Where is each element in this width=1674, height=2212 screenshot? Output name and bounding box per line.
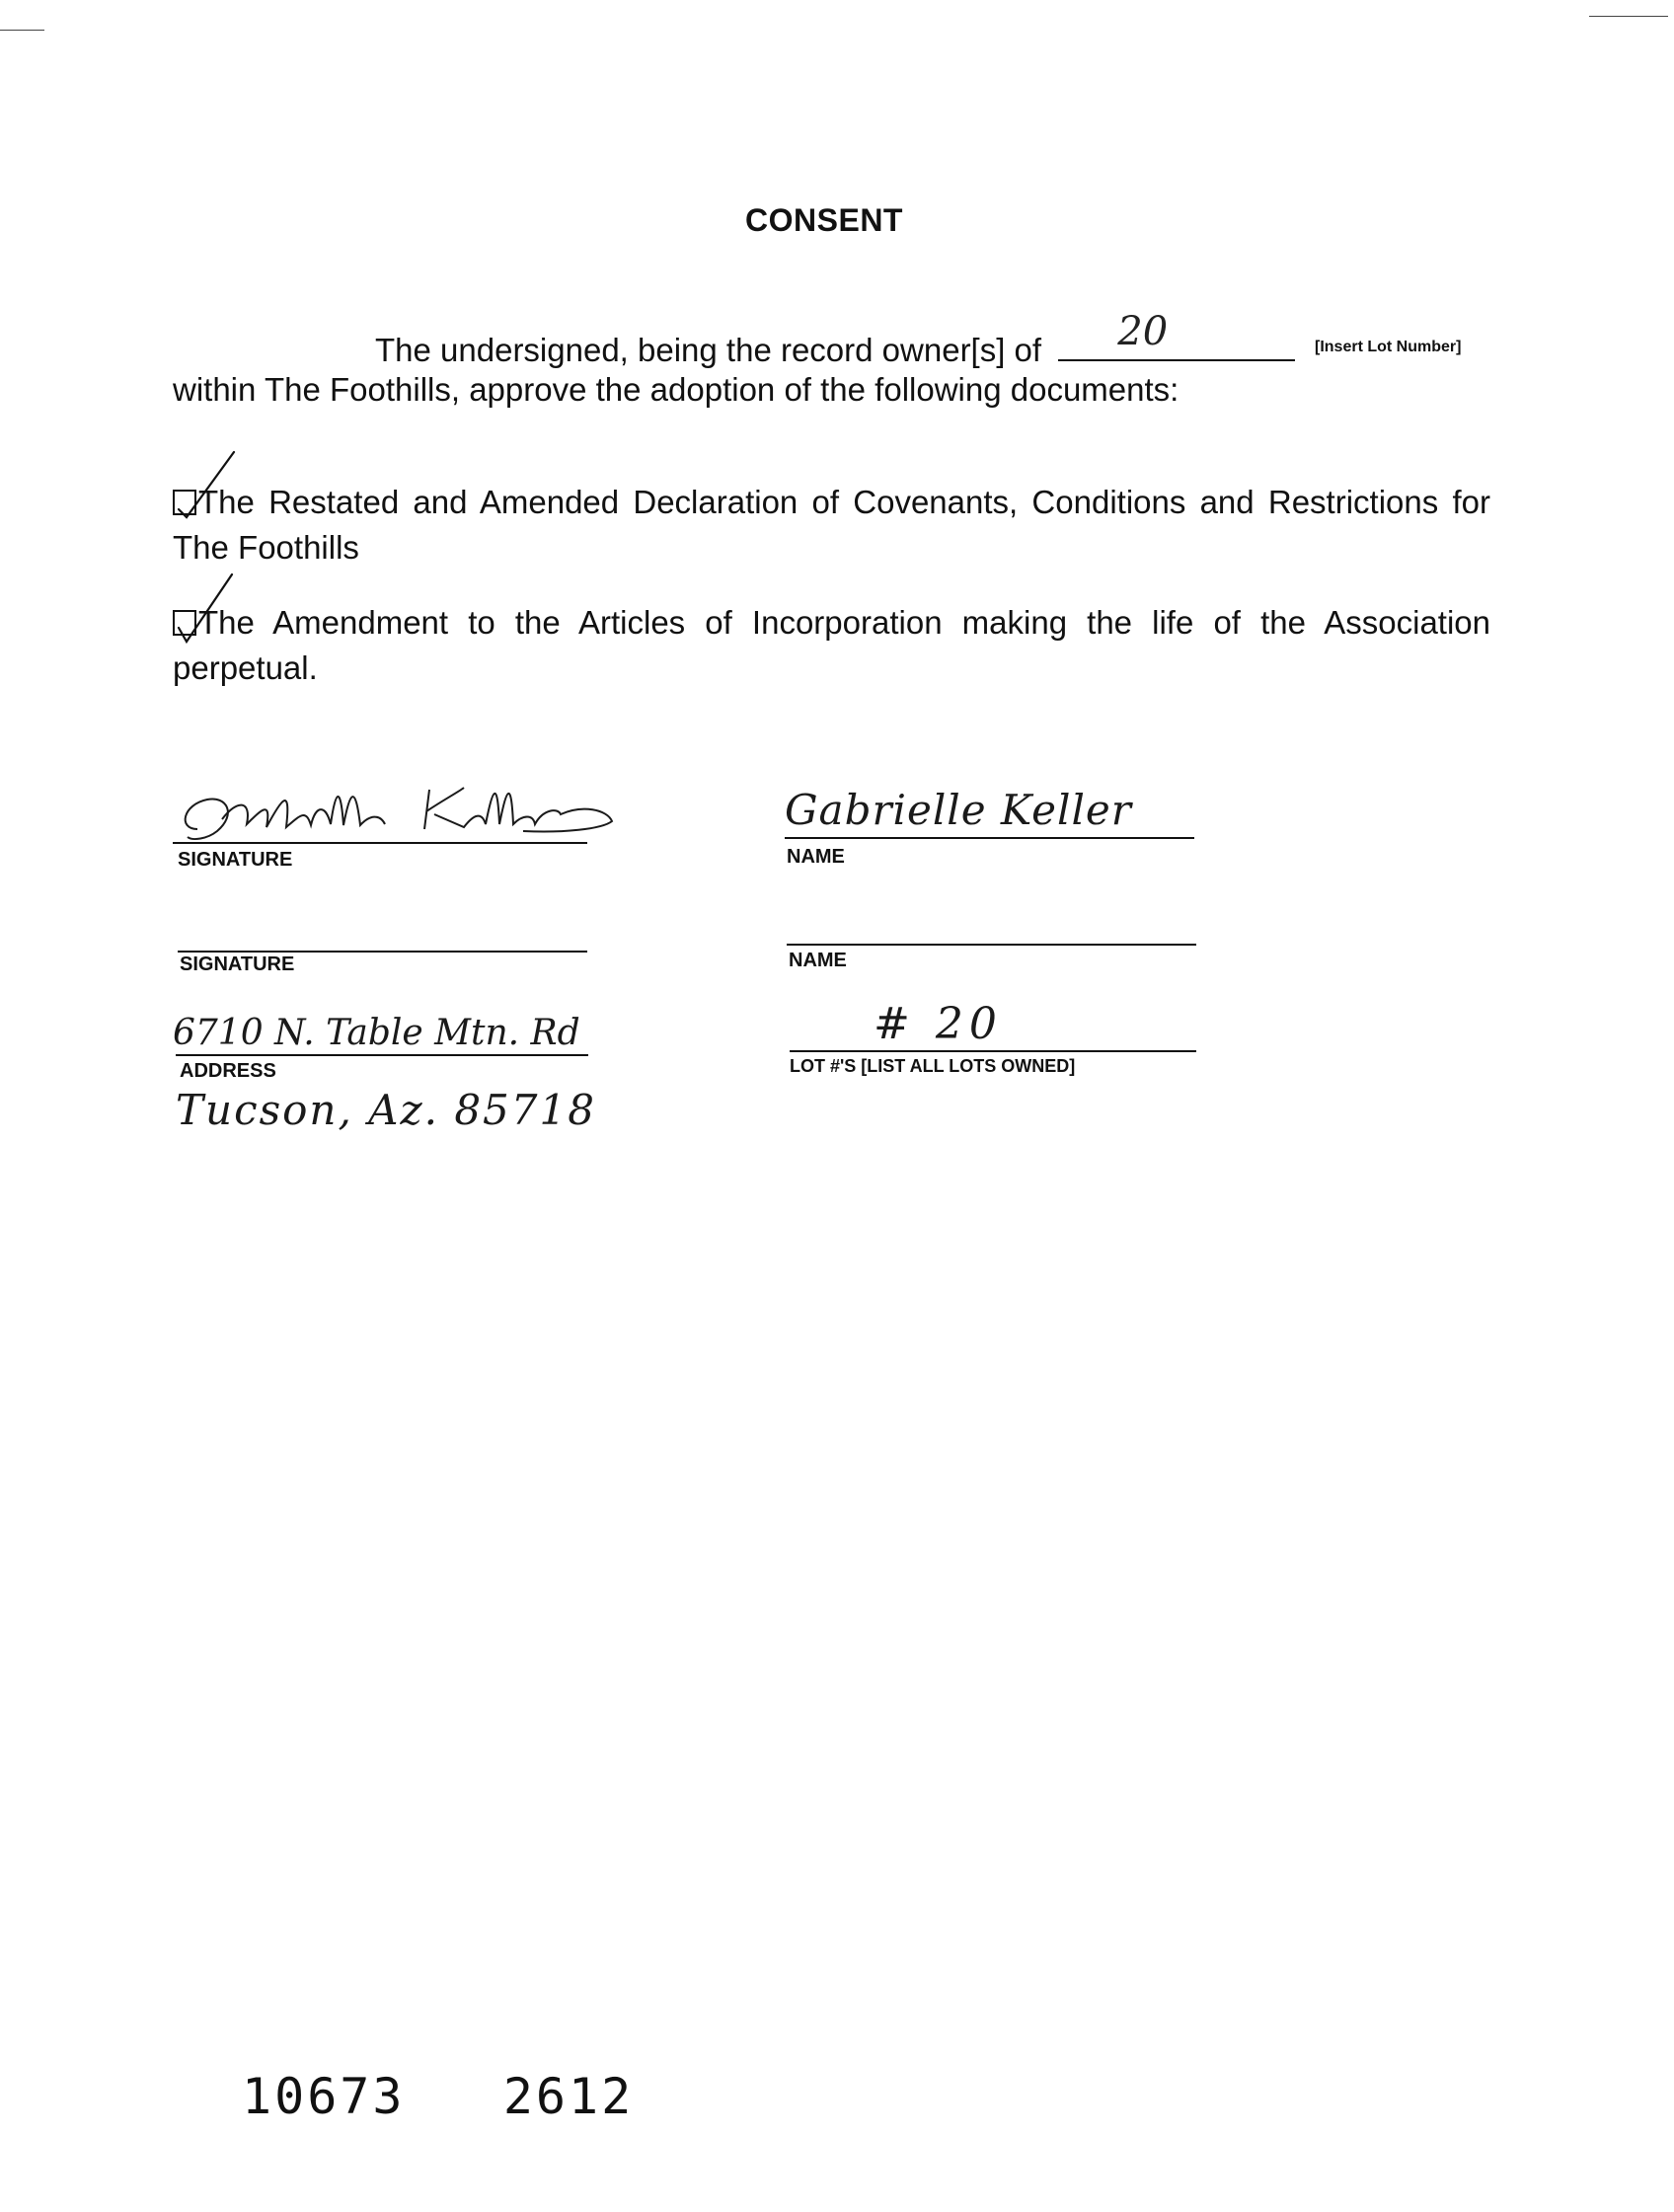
address-label: ADDRESS bbox=[180, 1060, 276, 1082]
scan-artifact-top-left bbox=[0, 30, 44, 31]
address-line-2-handwritten: Tucson, Az. 85718 bbox=[176, 1086, 596, 1134]
name-2-label: NAME bbox=[789, 950, 847, 971]
address-line-1-handwritten: 6710 N. Table Mtn. Rd bbox=[173, 1013, 580, 1053]
intro-line-2: within The Foothills, approve the adoption of the following documents: bbox=[173, 371, 1179, 408]
scan-artifact-top-right bbox=[1589, 16, 1668, 17]
handwritten-signature bbox=[168, 770, 632, 849]
checkbox-amendment[interactable] bbox=[173, 610, 196, 636]
intro-prefix: The undersigned, being the record owner[s] of bbox=[375, 332, 1042, 368]
lot-number-blank[interactable] bbox=[1058, 309, 1295, 361]
intro-line-1 bbox=[375, 309, 1295, 372]
signature-2-label: SIGNATURE bbox=[180, 953, 295, 975]
checkmark-icon bbox=[177, 571, 236, 640]
checkmark-icon bbox=[177, 450, 236, 519]
option-amendment bbox=[173, 600, 1490, 691]
lot-label: LOT #'S [LIST ALL LOTS OWNED] bbox=[790, 1056, 1076, 1076]
lot-handwritten: # 20 bbox=[874, 999, 1003, 1049]
recording-stamp-number: 10673 2612 bbox=[242, 2068, 635, 2125]
name-1-label: NAME bbox=[787, 846, 845, 868]
option-declaration bbox=[173, 480, 1490, 571]
address-line[interactable] bbox=[176, 1054, 588, 1056]
checkbox-declaration[interactable] bbox=[173, 490, 196, 515]
signature-2-line[interactable] bbox=[178, 951, 587, 953]
lot-line[interactable] bbox=[790, 1050, 1196, 1052]
signature-1-line[interactable] bbox=[173, 842, 587, 844]
lot-number-handwritten: 20 bbox=[1117, 309, 1169, 354]
name-1-line[interactable] bbox=[785, 837, 1194, 839]
option-amendment-text: The Amendment to the Articles of Incorporation making the life of the Association perpetual. bbox=[173, 604, 1490, 686]
document-title: CONSENT bbox=[745, 202, 903, 238]
option-declaration-text: The Restated and Amended Declaration of Covenants, Conditions and Restrictions for The Foothills bbox=[173, 484, 1490, 566]
name-1-handwritten: Gabrielle Keller bbox=[785, 786, 1132, 834]
signature-1-label: SIGNATURE bbox=[178, 849, 293, 871]
lot-number-hint: [Insert Lot Number] bbox=[1315, 339, 1462, 355]
name-2-line[interactable] bbox=[787, 944, 1196, 946]
